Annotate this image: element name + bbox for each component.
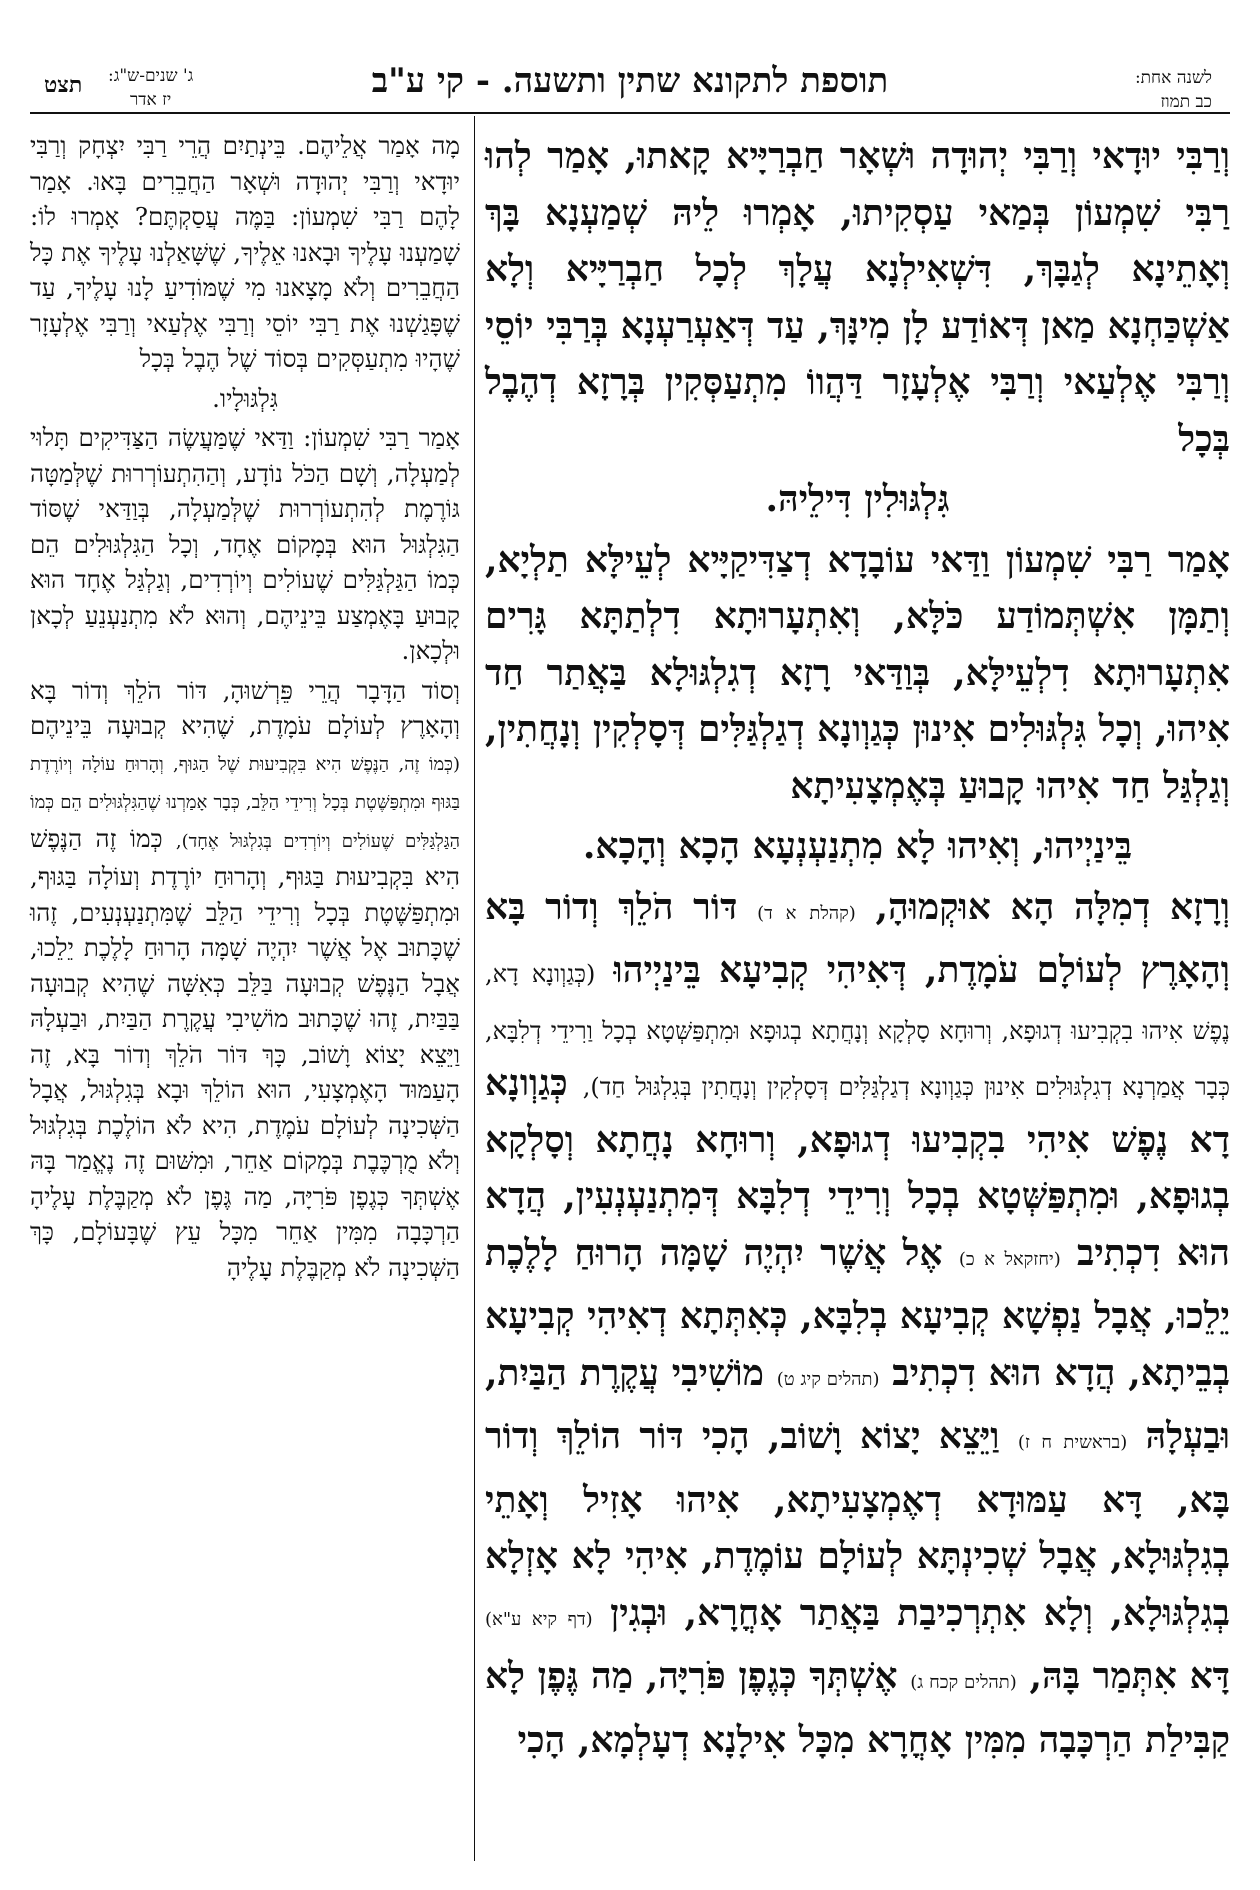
main-p3c: כְּגַוְונָא דָא נֶפֶשׁ אִיהִי בִקְבִיעוּ דְגוּפָא, וְרוּחָא נָחֲתָא וְסָלְקָא בְגוּפָא, וּמִתְפַּשְּׁטָא בְכָל וְרִידֵי דְלִבָּא דְּמִתְנַעְנְעִין, הֲדָא הוּא דִכְתִיב bbox=[485, 1062, 1230, 1274]
main-p3b: דּוֹר הֹלֵךְ וְדוֹר בָּא וְהָאָרֶץ לְעוֹלָם עֹמָדֶת, דְּאִיהִי קְבִיעָא בֵּינַיְיהוּ bbox=[485, 885, 1230, 991]
side-s1-text: מָה אָמַר אֲלֵיהֶם. בֵּינְתַיִם הֲרֵי רַבִּי יִצְחָק וְרַבִּי יוּדָאי וְרַבִּי יְהוּדָה וּשְׁאָר הַחֲבֵרִים בָּאוּ. אָמַר לָהֶם רַבִּי שִׁמְעוֹן: בַּמֶּה עֲסַקְתֶּם? אָמְרוּ לוֹ: שָׁמַעְנוּ עָלֶיךָ וּבָאנוּ אֵלֶיךָ, שֶׁשָּׁאַלְנוּ עָלֶיךָ אֶת כָּל הַחֲבֵרִים וְלֹא מָצָאנוּ מִי שֶׁמּוֹדִיעַ לָנוּ עָלֶיךָ, עַד שֶׁפָּגַשְׁנוּ אֶת רַבִּי יוֹסֵי וְרַבִּי אֶלְעַאי וְרַבִּי אֶלְעָזָר שֶׁהָיוּ מִתְעַסְּקִים בְּסוֹד שֶׁל הֶבֶל בְּכָל bbox=[30, 131, 460, 373]
side-s1-end: גִּלְגּוּלָיו. bbox=[212, 383, 278, 413]
schedule-one-year-label: לשנה אחת: bbox=[1134, 68, 1212, 88]
folio-ref: (דף קיא ע"א) bbox=[485, 1608, 593, 1630]
main-p3h: אֶשְׁתְּךָ כְּגֶפֶן פֹּרִיָּה, מַה גֶּפֶן לָא קַבִּילַת הַרְכָּבָה מִמִּין אָחֳרָא מִכָּל אִילָנָא דְעָלְמָא, הָכִי bbox=[485, 1655, 1230, 1761]
page-header bbox=[30, 38, 1230, 112]
schedule-three-years bbox=[108, 64, 193, 112]
header-divider bbox=[30, 112, 1230, 114]
main-p3d: אֶל אֲשֶׁר יִהְיֶה שָׁמָּה הָרוּחַ לָלֶכֶת יֵלֵכוּ, אֲבָל נַפְשָׁא קְבִיעָא בְלִבָּא, כְּאִתְּתָא דְאִיהִי קְבִיעָא בְבֵיתָא, הֲדָא הוּא דִכְתִיב bbox=[485, 1231, 1230, 1394]
side-paragraph-3 bbox=[30, 673, 460, 1286]
schedule-one-year bbox=[1135, 66, 1212, 114]
translation-column bbox=[30, 128, 460, 1289]
column-divider bbox=[474, 116, 475, 1861]
source-ref-tehillim-113: (תהלים קיג ט) bbox=[776, 1368, 880, 1390]
main-p3-commentary: (כְּגַוְונָא דָא, נֶפֶשׁ אִיהוּ בִקְבִיעוּ דְגוּפָא, וְרוּחָא סָלְקָא וְנָחֲתָא בְגוּפָא וּמִתְפַּשְּׁטָא בְכָל וַרִידֵי דְלִבָּא, כְּבָר אֲמַרְנָא דְגִלְגּוּלִים אִינוּן כְּגַוְונָא דְגַלְגַּלִּים דְּסָלְקִין וְנָחֲתִין בְּגִלְגּוּל חַד), bbox=[485, 960, 1230, 1101]
main-p3f: וַיֵּצֵא יָצוֹא וָשׁוֹב, הָכִי דּוֹר הוֹלֵךְ וְדוֹר בָּא, דָּא עַמּוּדָא דְאֶמְצָעִיתָא, אִיהוּ אָזִיל וְאָתֵי בְגִלְגּוּלָא, אֲבָל שְׁכִינְתָּא לְעוֹלָם עוֹמֶדֶת, אִיהִי לָא אָזְלָא בְגִלְגּוּלָא, וְלָא אִתְרְכִיבַת בַּאֲתַר אָחֳרָא, וּבְגִין bbox=[485, 1415, 1230, 1634]
side-s3b: כְּמוֹ זֶה הַנֶּפֶשׁ הִיא בִּקְבִיעוּת בַּגּוּף, וְהָרוּחַ יוֹרֶדֶת וְעוֹלָה בַּגּוּף, וּמִתְפַּשֶּׁטֶת בְּכָל וְרִידֵי הַלֵּב שֶׁמִּתְנַעְנְעִים, זֶהוּ שֶׁכָּתוּב אֶל אֲשֶׁר יִהְיֶה שָׁמָּה הָרוּחַ לָלֶכֶת יֵלֵכוּ, אֲבָל הַנֶּפֶשׁ קְבוּעָה בַּלֵּב כְּאִשָּׁה שֶׁהִיא קְבוּעָה בַּבַּיִת, זֶהוּ שֶׁכָּתוּב מוֹשִׁיבִי עֲקֶרֶת הַבַּיִת, וּבַעְלָהּ וַיֵּצֵא יָצוֹא וָשׁוֹב, כָּךְ דּוֹר הֹלֵךְ וְדוֹר בָּא, זֶה הָעַמּוּד הָאֶמְצָעִי, הוּא הוֹלֵךְ וּבָא בְּגִלְגּוּל, אֲבָל הַשְּׁכִינָה לְעוֹלָם עֹמֶדֶת, הִיא לֹא הוֹלֶכֶת בְּגִלְגּוּל וְלֹא מֻרְכֶּבֶת בְּמָקוֹם אַחֵר, וּמִשּׁוּם זֶה נֶאֱמַר בָּהּ אֶשְׁתְּךָ כְּגֶפֶן פֹּרִיָּה, מַה גֶּפֶן לֹא מְקַבֶּלֶת עָלֶיהָ הַרְכָּבָה מִמִּין אַחֵר מִכָּל עֵץ שֶׁבָּעוֹלָם, כָּךְ הַשְּׁכִינָה לֹא מְקַבֶּלֶת עָלֶיהָ bbox=[30, 823, 460, 1282]
main-p1-text: וְרַבִּי יוּדָאי וְרַבִּי יְהוּדָה וּשְׁאָר חַבְרַיָּיא קָאתוּ, אָמַר לְהוּ רַבִּי שִׁמְעוֹן בְּמַאי עַסְקִיתוּ, אָמְרוּ לֵיהּ שְׁמַעְנָא בָּךְ וְאָתֵינָא לְגַבָּךְ, דִּשְׁאִילְנָא עֲלָךְ לְכָל חַבְרַיָּיא וְלָא אַשְׁכַּחְנָא מַאן דְּאוֹדַע לָן מִינָּךְ, עַד דְּאַעְרַעְנָא בְּרַבִּי יוֹסֵי וְרַבִּי אֶלְעַאי וְרַבִּי אֶלְעָזָר דַּהֲווֹ מִתְעַסְּקִין בְּרָזָא דְהֶבֶל בְּכָל bbox=[485, 135, 1230, 460]
source-ref-kohelet: (קהלת א ד) bbox=[757, 902, 856, 924]
main-p2-end: בֵּינַיְיהוּ, וְאִיהוּ לָא מִתְנַעְנְעָא הָכָא וְהָכָא. bbox=[582, 825, 1133, 867]
source-ref-tehillim-128: (תהלים קכח ג) bbox=[910, 1672, 1017, 1693]
main-p3e: מוֹשִׁיבִי עֲקֶרֶת הַבַּיִת, וּבַעְלָהּ bbox=[485, 1351, 1230, 1457]
schedule-three-years-date: יז אדר bbox=[129, 90, 172, 110]
main-paragraph-1 bbox=[485, 128, 1230, 467]
main-text-column bbox=[485, 128, 1230, 1772]
main-p2-text: אָמַר רַבִּי שִׁמְעוֹן וַדַּאי עוֹבָדָא דְצַדִּיקַיָּיא לְעֵילָּא תַלְיָא, וְתַמָּן אִשְׁתְּמוֹדַע כֹּלָּא, וְאִתְעָרוּתָא דִלְתַתָּא גָּרִים אִתְעָרוּתָא דִלְעֵילָּא, בְּוַדַּאי רָזָא דְגִלְגּוּלָא בַּאֲתַר חַד אִיהוּ, וְכָל גִּלְגּוּלִים אִינוּן כְּגַוְונָא דְגַלְגַּלִּים דְּסָלְקִין וְנָחֲתִין, וְגַלְגַּל חַד אִיהוּ קָבוּעַ בְּאֶמְצָעִיתָא bbox=[485, 538, 1230, 807]
source-ref-bereishit: (בראשית ח ז) bbox=[1017, 1432, 1128, 1453]
page-title: תוספת לתקונא שתין ותשעה. - קי ע"ב bbox=[371, 61, 889, 101]
main-paragraph-2 bbox=[485, 532, 1230, 815]
page-number: תצט bbox=[44, 72, 83, 98]
side-s3-commentary: (כְּמוֹ זֶה, הַנֶּפֶשׁ הִיא בִּקְבִיעוּת שֶׁל הַגּוּף, וְהָרוּחַ עוֹלָה וְיוֹרֶדֶת בַּגּוּף וּמִתְפַּשֶּׁטֶת בְּכָל וְרִידֵי הַלֵּב, כְּבָר אָמַרְנוּ שֶׁהַגִּלְגּוּלִים הֵם כְּמוֹ הַגַּלְגַּלִּים שֶׁעוֹלִים וְיוֹרְדִים בְּגִלְגּוּל אֶחָד), bbox=[30, 753, 460, 852]
schedule-one-year-date: כב תמוז bbox=[1160, 92, 1212, 112]
main-paragraph-3 bbox=[485, 879, 1230, 1769]
side-s3a: וְסוֹד הַדָּבָר הֲרֵי פֵּרְשׁוּהָ, דּוֹר הֹלֵךְ וְדוֹר בָּא וְהָאָרֶץ לְעוֹלָם עֹמָדֶת, שֶׁהִיא קְבוּעָה בֵּינֵיהֶם bbox=[30, 675, 460, 740]
side-s2-text: אָמַר רַבִּי שִׁמְעוֹן: וַדַּאי שֶׁמַּעֲשֶׂה הַצַּדִּיקִים תָּלוּי לְמַעְלָה, וְשָׁם הַכֹּל נוֹדָע, וְהַהִתְעוֹרְרוּת שֶׁלְּמַטָּה גּוֹרֶמֶת לְהִתְעוֹרְרוּת שֶׁלְּמַעְלָה, בְּוַדַּאי שֶׁסּוֹד הַגִּלְגּוּל הוּא בְּמָקוֹם אֶחָד, וְכָל הַגִּלְגּוּלִים הֵם כְּמוֹ הַגַּלְגַּלִּים שֶׁעוֹלִים וְיוֹרְדִים, וְגַלְגַּל אֶחָד הוּא קָבוּעַ בָּאֶמְצַע בֵּינֵיהֶם, וְהוּא לֹא מִתְנַעְנֵעַ לְכָאן וּלְכָאן. bbox=[30, 423, 460, 665]
main-p3a: וְרָזָא דְמִלָּה הָא אוּקְמוּהָ, bbox=[875, 885, 1230, 928]
schedule-three-years-label: ג' שנים-ש"ג: bbox=[108, 66, 194, 86]
side-paragraph-1 bbox=[30, 128, 460, 377]
source-ref-yechezkel: (יחזקאל א כ) bbox=[958, 1248, 1061, 1270]
main-p1-end: גִּלְגּוּלִין דִּילֵיהּ. bbox=[765, 478, 950, 520]
side-paragraph-2 bbox=[30, 420, 460, 669]
main-p3g: דָּא אִתְּמַר בָּהּ, bbox=[1029, 1655, 1231, 1697]
